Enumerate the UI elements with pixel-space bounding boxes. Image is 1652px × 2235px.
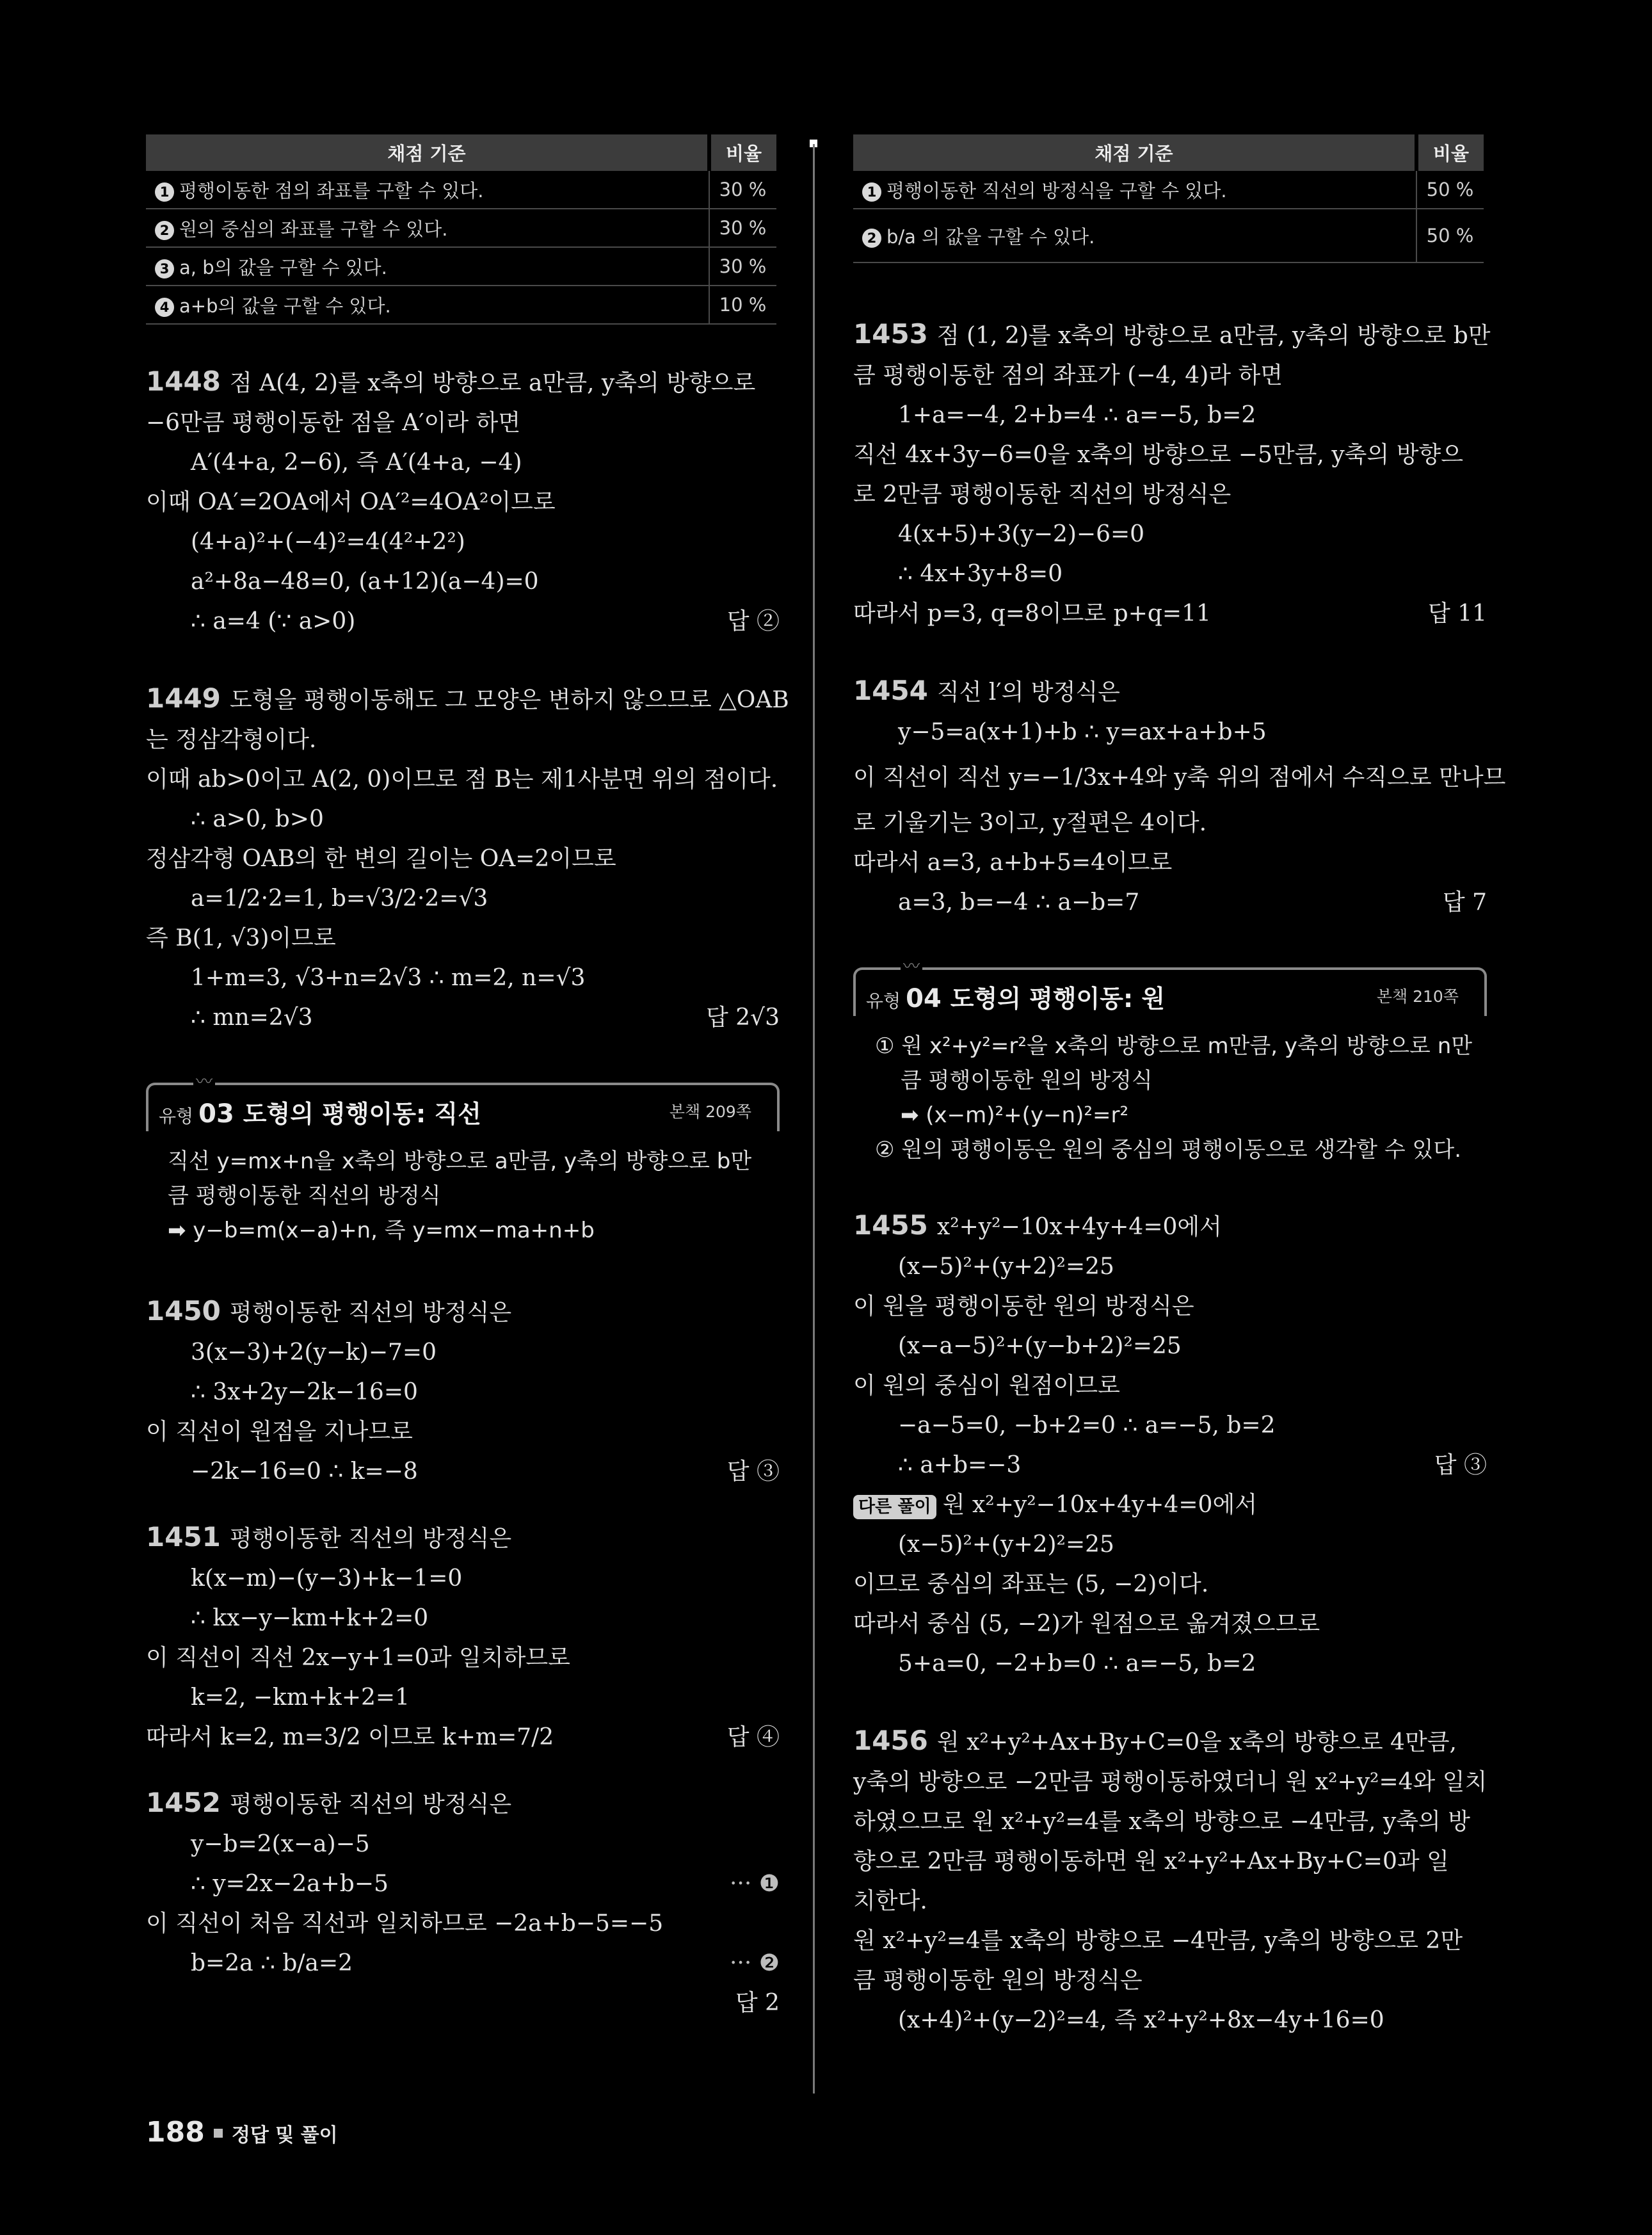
step-number-badge: 2	[155, 221, 174, 240]
solution-line: ∴ kx−y−km+k+2=0	[191, 1605, 429, 1631]
solution-line: ∴ a+b=−3	[898, 1452, 1022, 1478]
solution-line: 이 직선이 원점을 지나므로	[146, 1419, 413, 1445]
page-number: 188	[146, 2116, 205, 2149]
criteria-text: b/a 의 값을 구할 수 있다.	[886, 225, 1095, 248]
criteria-text: 원의 중심의 좌표를 구할 수 있다.	[179, 218, 448, 240]
solution-line: 직선 4x+3y−6=0을 x축의 방향으로 −5만큼, y축의 방향으	[853, 442, 1463, 468]
solution-line: −2k−16=0 ∴ k=−8	[191, 1458, 418, 1485]
solution-line: y−5=a(x+1)+b ∴ y=ax+a+b+5	[898, 719, 1267, 745]
solution-line: 도형을 평행이동해도 그 모양은 변하지 않으므로 △OAB	[229, 687, 789, 713]
ratio-cell: 50 %	[1416, 171, 1484, 209]
page-footer	[146, 2116, 338, 2149]
solution-line: 점 A(4, 2)를 x축의 방향으로 a만큼, y축의 방향으로	[229, 370, 756, 396]
step-marker: ··· ❶	[729, 1871, 780, 1897]
summary-line: ② 원의 평행이동은 원의 중심의 평행이동으로 생각할 수 있다.	[875, 1137, 1462, 1163]
type-04-summary	[853, 1016, 1487, 1174]
solution-line: 이 원의 중심이 원점이므로	[853, 1373, 1120, 1399]
solution-line: 로 기울기는 3이고, y절편은 4이다.	[853, 810, 1207, 836]
criteria-text: 평행이동한 직선의 방정식을 구할 수 있다.	[886, 179, 1227, 202]
solution-line: y축의 방향으로 −2만큼 평행이동하였더니 원 x²+y²=4와 일치	[853, 1769, 1488, 1795]
problem-1456	[853, 1721, 1487, 2040]
solution-line: 4(x+5)+3(y−2)−6=0	[898, 521, 1145, 547]
type-number: 04	[906, 984, 942, 1013]
problem-1454	[853, 671, 1506, 923]
problem-1455	[853, 1206, 1487, 1684]
ratio-cell: 30 %	[709, 247, 776, 286]
solution-line: 원 x²+y²−10x+4y+4=0에서	[942, 1492, 1257, 1518]
problem-1449	[146, 679, 789, 1038]
footer-title: 정답 및 풀이	[231, 2124, 338, 2147]
solution-line: 따라서 k=2, m=3/2 이므로 k+m=7/2	[146, 1724, 554, 1750]
solution-line: ∴ mn=2√3	[191, 1005, 313, 1031]
answer-mark: 답 2	[735, 1990, 780, 2016]
solution-line: 이 직선이 처음 직선과 일치하므로 −2a+b−5=−5	[146, 1910, 664, 1937]
solution-line: 따라서 중심 (5, −2)가 원점으로 옮겨졌으므로	[853, 1611, 1320, 1637]
solution-line: a=1/2·2=1, b=√3/2·2=√3	[191, 885, 488, 912]
type-label: 유형	[159, 1106, 194, 1127]
solution-line: 이므로 중심의 좌표는 (5, −2)이다.	[853, 1571, 1209, 1597]
solution-line: 하였으므로 원 x²+y²=4를 x축의 방향으로 −4만큼, y축의 방	[853, 1809, 1470, 1835]
ratio-header: 비율	[1416, 134, 1484, 171]
summary-line: 큼 평행이동한 직선의 방정식	[168, 1183, 441, 1209]
table-row	[146, 286, 776, 324]
solution-line: (x−5)²+(y+2)²=25	[898, 1531, 1114, 1558]
table-row	[146, 209, 776, 247]
answer-mark: 답 ④	[726, 1724, 780, 1750]
answer-mark: 답 2√3	[706, 1005, 780, 1031]
grading-table-left	[146, 134, 776, 325]
problem-number: 1449	[146, 682, 221, 714]
solution-line: 평행이동한 직선의 방정식은	[229, 1791, 512, 1818]
problem-number: 1451	[146, 1521, 221, 1553]
solution-line: 즉 B(1, √3)이므로	[146, 925, 336, 951]
solution-line: 정삼각형 OAB의 한 변의 길이는 OA=2이므로	[146, 846, 616, 872]
solution-line: y−b=2(x−a)−5	[191, 1831, 370, 1857]
solution-line: 이 직선이 직선 y=−1/3x+4와 y축 위의 점에서 수직으로 만나므	[853, 764, 1506, 791]
solution-line: 이 원을 평행이동한 원의 방정식은	[853, 1293, 1194, 1319]
table-row	[853, 209, 1484, 262]
solution-line: ∴ 3x+2y−2k−16=0	[191, 1379, 418, 1405]
solution-line: 3(x−3)+2(y−k)−7=0	[191, 1339, 437, 1366]
solution-line: 평행이동한 직선의 방정식은	[229, 1526, 512, 1552]
step-number-badge: 3	[155, 259, 174, 278]
solution-line: x²+y²−10x+4y+4=0에서	[936, 1214, 1222, 1240]
answer-mark: 답 11	[1427, 601, 1487, 627]
solution-line: (x−a−5)²+(y−b+2)²=25	[898, 1333, 1182, 1359]
solution-line: 원 x²+y²+Ax+By+C=0을 x축의 방향으로 4만큼,	[936, 1729, 1457, 1755]
type-04-header	[853, 957, 1487, 1016]
page-reference: 본책 209쪽	[669, 1102, 751, 1121]
solution-line: 큼 평행이동한 점의 좌표가 (−4, 4)라 하면	[853, 362, 1283, 389]
problem-number: 1456	[853, 1725, 928, 1756]
criteria-header: 채점 기준	[146, 134, 709, 171]
solution-line: 원 x²+y²=4를 x축의 방향으로 −4만큼, y축의 방향으로 2만	[853, 1928, 1463, 1954]
summary-line: ① 원 x²+y²=r²을 x축의 방향으로 m만큼, y축의 방향으로 n만	[875, 1033, 1473, 1059]
alternative-solution-badge: 다른 풀이	[853, 1495, 936, 1519]
solution-line: (4+a)²+(−4)²=4(4²+2²)	[191, 529, 465, 555]
solution-line: −6만큼 평행이동한 점을 A′이라 하면	[146, 410, 521, 436]
wave-icon: 〰	[193, 1069, 215, 1092]
ratio-cell: 50 %	[1416, 209, 1484, 262]
answer-mark: 답 ②	[726, 608, 780, 634]
solution-line: 큼 평행이동한 원의 방정식은	[853, 1967, 1143, 1994]
ratio-header: 비율	[709, 134, 776, 171]
solution-line: ∴ 4x+3y+8=0	[898, 561, 1063, 587]
solution-line: 점 (1, 2)를 x축의 방향으로 a만큼, y축의 방향으로 b만	[936, 323, 1491, 349]
answer-mark: 답 ③	[1434, 1452, 1487, 1478]
ratio-cell: 30 %	[709, 209, 776, 247]
square-icon	[214, 2129, 223, 2138]
solution-line: (x+4)²+(y−2)²=4, 즉 x²+y²+8x−4y+16=0	[898, 2007, 1384, 2033]
problem-number: 1450	[146, 1295, 221, 1327]
step-marker: ··· ❷	[729, 1950, 780, 1976]
left-column	[146, 134, 789, 2023]
column-divider	[813, 144, 815, 2094]
grading-table-header	[853, 134, 1484, 171]
solution-line: 따라서 p=3, q=8이므로 p+q=11	[853, 601, 1211, 627]
solution-line: 이때 OA′=2OA에서 OA′²=4OA²이므로	[146, 489, 556, 515]
ratio-cell: 30 %	[709, 171, 776, 209]
ratio-cell: 10 %	[709, 286, 776, 324]
problem-1452	[146, 1783, 780, 2023]
solution-line: ∴ a=4 (∵ a>0)	[191, 608, 356, 634]
solution-line: 향으로 2만큼 평행이동하면 원 x²+y²+Ax+By+C=0과 일	[853, 1848, 1449, 1875]
answer-mark: 답 7	[1442, 889, 1487, 916]
step-number-badge: 4	[155, 298, 174, 317]
solution-line: 5+a=0, −2+b=0 ∴ a=−5, b=2	[898, 1650, 1256, 1677]
problem-number: 1454	[853, 675, 928, 706]
problem-1453	[853, 314, 1491, 634]
solution-line: 로 2만큼 평행이동한 직선의 방정식은	[853, 481, 1231, 508]
solution-line: ∴ a>0, b>0	[191, 806, 324, 832]
criteria-text: 평행이동한 점의 좌표를 구할 수 있다.	[179, 179, 484, 202]
solution-line: 는 정삼각형이다.	[146, 727, 317, 753]
problem-number: 1448	[146, 366, 221, 397]
solution-line: a²+8a−48=0, (a+12)(a−4)=0	[191, 569, 539, 595]
solution-line: k(x−m)−(y−3)+k−1=0	[191, 1565, 463, 1592]
summary-line: 직선 y=mx+n을 x축의 방향으로 a만큼, y축의 방향으로 b만	[168, 1149, 752, 1174]
type-title: 도형의 평행이동: 원	[950, 985, 1166, 1013]
type-number: 03	[198, 1099, 234, 1129]
summary-line: ➡ (x−m)²+(y−n)²=r²	[901, 1102, 1129, 1128]
page-reference: 본책 210쪽	[1376, 987, 1459, 1006]
problem-number: 1455	[853, 1209, 928, 1241]
solution-line: 이때 ab>0이고 A(2, 0)이므로 점 B는 제1사분면 위의 점이다.	[146, 766, 778, 793]
criteria-header: 채점 기준	[853, 134, 1416, 171]
solution-line: 따라서 a=3, a+b+5=4이므로	[853, 850, 1173, 876]
solution-line: a=3, b=−4 ∴ a−b=7	[898, 889, 1140, 916]
answer-mark: 답 ③	[726, 1458, 780, 1485]
table-row	[146, 247, 776, 286]
solution-line: ∴ y=2x−2a+b−5	[191, 1871, 389, 1897]
right-column	[853, 134, 1506, 2040]
type-title: 도형의 평행이동: 직선	[243, 1100, 481, 1128]
solution-line: (x−5)²+(y+2)²=25	[898, 1254, 1114, 1280]
problem-1451	[146, 1517, 780, 1757]
type-03-summary	[146, 1131, 780, 1254]
solution-line: k=2, −km+k+2=1	[191, 1684, 410, 1711]
step-number-badge: 2	[862, 229, 881, 248]
solution-line: 1+m=3, √3+n=2√3 ∴ m=2, n=√3	[191, 965, 586, 991]
step-number-badge: 1	[155, 182, 174, 202]
grading-table-header	[146, 134, 776, 171]
wave-icon: 〰	[901, 953, 922, 977]
summary-line: ➡ y−b=m(x−a)+n, 즉 y=mx−ma+n+b	[168, 1218, 595, 1243]
solution-line: b=2a ∴ b/a=2	[191, 1950, 353, 1976]
criteria-text: a+b의 값을 구할 수 있다.	[179, 295, 391, 317]
solution-line: −a−5=0, −b+2=0 ∴ a=−5, b=2	[898, 1412, 1276, 1439]
problem-number: 1453	[853, 318, 928, 350]
problem-1448	[146, 362, 780, 641]
type-03-header	[146, 1072, 780, 1131]
solution-line: A′(4+a, 2−6), 즉 A′(4+a, −4)	[191, 449, 522, 476]
solution-line: 치한다.	[853, 1888, 927, 1914]
solution-line: 평행이동한 직선의 방정식은	[229, 1300, 512, 1326]
criteria-text: a, b의 값을 구할 수 있다.	[179, 256, 387, 278]
solution-line: 직선 l′의 방정식은	[936, 679, 1120, 706]
solution-line: 1+a=−4, 2+b=4 ∴ a=−5, b=2	[898, 402, 1256, 428]
summary-line: 큼 평행이동한 원의 방정식	[901, 1068, 1153, 1093]
problem-number: 1452	[146, 1787, 221, 1818]
type-label: 유형	[866, 990, 901, 1012]
table-row	[146, 171, 776, 209]
grading-table-right	[853, 134, 1484, 263]
problem-1450	[146, 1291, 780, 1492]
solution-line: 이 직선이 직선 2x−y+1=0과 일치하므로	[146, 1645, 570, 1671]
step-number-badge: 1	[862, 182, 881, 202]
table-row	[853, 171, 1484, 209]
